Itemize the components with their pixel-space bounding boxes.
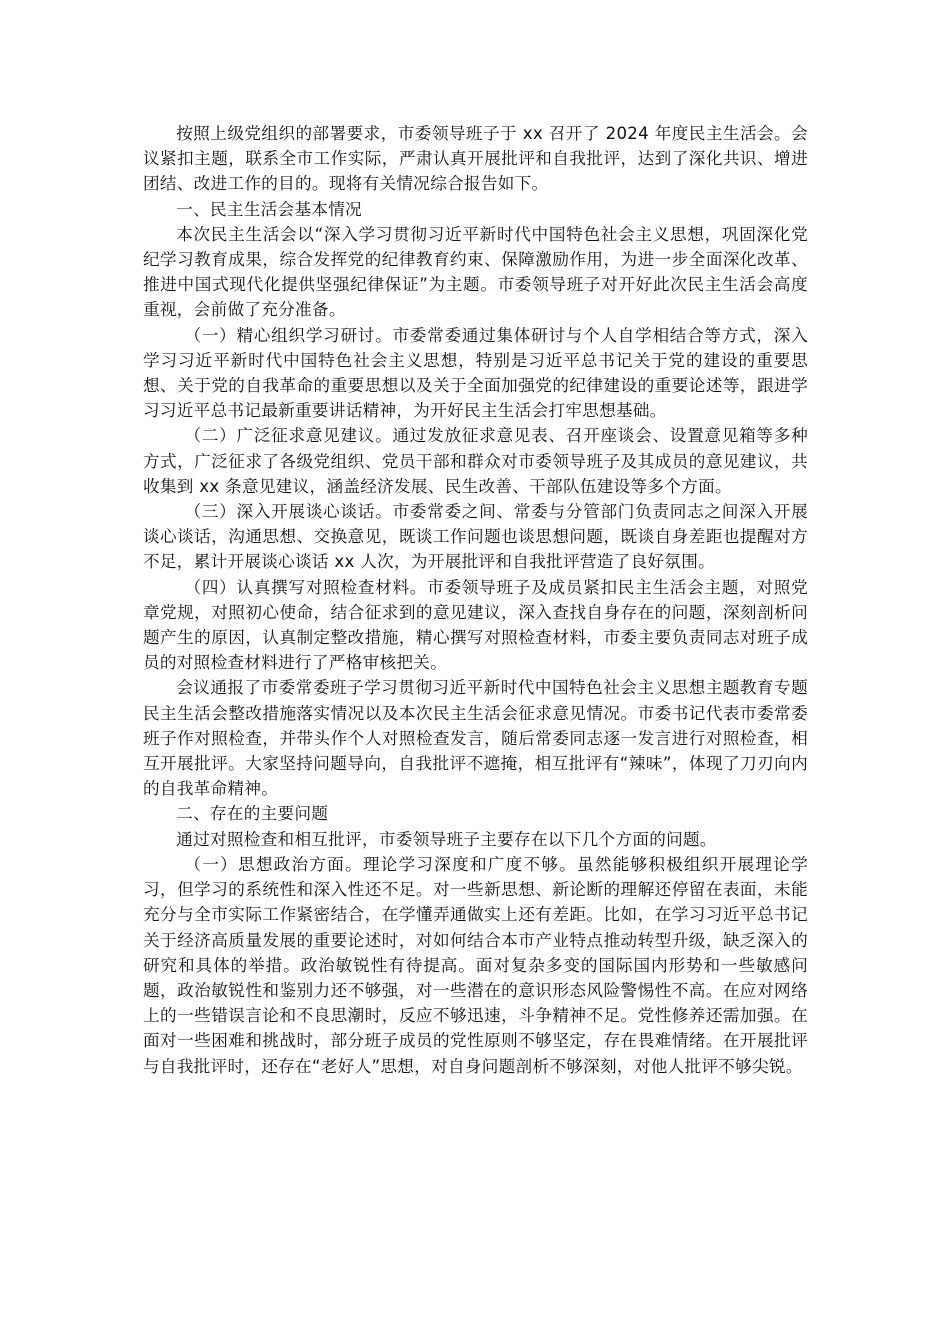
section-heading-2: 二、存在的主要问题 — [176, 804, 329, 824]
subsection-paragraph: （二）广泛征求意见建议。通过发放征求意见表、召开座谈会、设置意见箱等多种方式，广泛征求了各级党组织、党员干部和群众对市委领导班子及其成员的意见建议，共收集到 xx 条意见建议，涵盖经济发展、民生改善、干部队伍建设等多个方面。 — [143, 426, 808, 496]
subsection-paragraph: （一）精心组织学习研讨。市委常委通过集体研讨与个人自学相结合等方式，深入学习习近平新时代中国特色社会主义思想，特别是习近平总书记关于党的建设的重要思想、关于党的自我革命的重要思想以及关于全面加强党的纪律建设的重要论述等，跟进学习习近平总书记最新重要讲话精神，为开好民主生活会打牢思想基础。 — [143, 325, 808, 421]
body-paragraph: 本次民主生活会以“深入学习贯彻习近平新时代中国特色社会主义思想，巩固深化党纪学习教育成果，综合发挥党的纪律教育约束、保障激励作用，为进一步全面深化改革、推进中国式现代化提供坚强纪律保证”为主题。市委领导班子对开好此次民主生活会高度重视，会前做了充分准备。 — [143, 224, 808, 320]
intro-paragraph: 按照上级党组织的部署要求，市委领导班子于 xx 召开了 2024 年度民主生活会。会议紧扣主题，联系全市工作实际，严肃认真开展批评和自我批评，达到了深化共识、增进团结、改进工作的目的。现将有关情况综合报告如下。 — [143, 124, 808, 194]
body-paragraph: 通过对照检查和相互批评，市委领导班子主要存在以下几个方面的问题。 — [176, 829, 717, 849]
document-body — [143, 121, 808, 1079]
body-paragraph: 会议通报了市委常委班子学习贯彻习近平新时代中国特色社会主义思想主题教育专题民主生活会整改措施落实情况以及本次民主生活会征求意见情况。市委书记代表市委常委班子作对照检查，并带头作个人对照检查发言，随后常委同志逐一发言进行对照检查，相互开展批评。大家坚持问题导向，自我批评不遮掩，相互批评有“辣味”，体现了刀刃向内的自我革命精神。 — [143, 678, 808, 799]
subsection-paragraph: （三）深入开展谈心谈话。市委常委之间、常委与分管部门负责同志之间深入开展谈心谈话，沟通思想、交换意见，既谈工作问题也谈思想问题，既谈自身差距也提醒对方不足，累计开展谈心谈话 xx 人次，为开展批评和自我批评营造了良好氛围。 — [143, 502, 808, 572]
subsection-paragraph: （四）认真撰写对照检查材料。市委领导班子及成员紧扣民主生活会主题，对照党章党规，对照初心使命，结合征求到的意见建议，深入查找自身存在的问题，深刻剖析问题产生的原因，认真制定整改措施，精心撰写对照检查材料，市委主要负责同志对班子成员的对照检查材料进行了严格审核把关。 — [143, 577, 808, 673]
subsection-paragraph: （一）思想政治方面。理论学习深度和广度不够。虽然能够积极组织开展理论学习，但学习的系统性和深入性还不足。对一些新思想、新论断的理解还停留在表面，未能充分与全市实际工作紧密结合，在学懂弄通做实上还有差距。比如，在学习习近平总书记关于经济高质量发展的重要论述时，对如何结合本市产业特点推动转型升级，缺乏深入的研究和具体的举措。政治敏锐性有待提高。面对复杂多变的国际国内形势和一些敏感问题，政治敏锐性和鉴别力还不够强，对一些潜在的意识形态风险警惕性不高。在应对网络上的一些错误言论和不良思潮时，反应不够迅速，斗争精神不足。党性修养还需加强。在面对一些困难和挑战时，部分班子成员的党性原则不够坚定，存在畏难情绪。在开展批评与自我批评时，还存在“老好人”思想，对自身问题剖析不够深刻，对他人批评不够尖锐。 — [143, 854, 808, 1076]
section-heading-1: 一、民主生活会基本情况 — [176, 199, 363, 219]
